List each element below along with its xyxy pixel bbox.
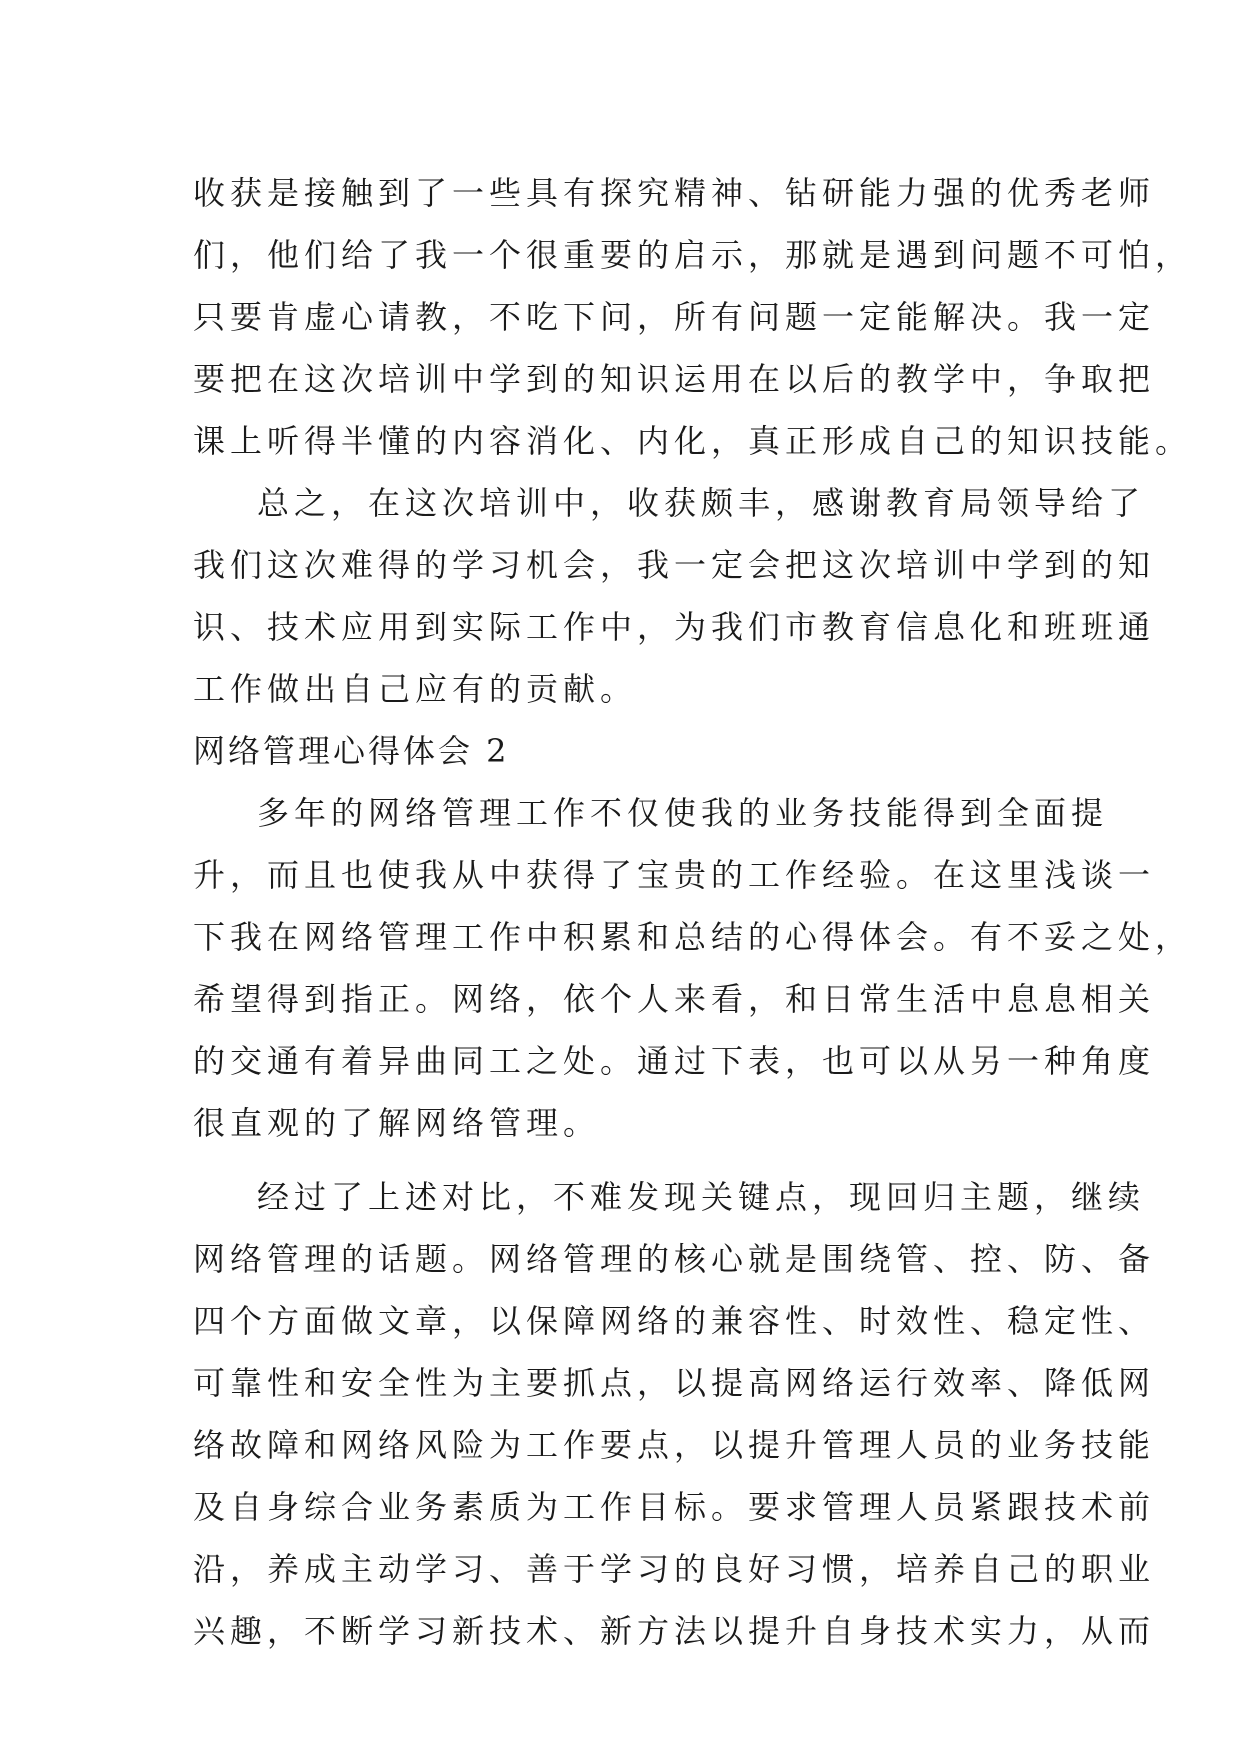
paragraph-line: 兴趣，不断学习新技术、新方法以提升自身技术实力，从而 xyxy=(193,1612,1156,1650)
paragraph-line: 升，而且也使我从中获得了宝贵的工作经验。在这里浅谈一 xyxy=(193,856,1156,894)
paragraph-line: 总之，在这次培训中，收获颇丰，感谢教育局领导给了 xyxy=(257,484,1146,522)
paragraph-line: 可靠性和安全性为主要抓点，以提高网络运行效率、降低网 xyxy=(193,1364,1156,1402)
paragraph-line: 经过了上述对比，不难发现关键点，现回归主题，继续 xyxy=(257,1178,1146,1216)
paragraph-line: 四个方面做文章，以保障网络的兼容性、时效性、稳定性、 xyxy=(193,1302,1156,1340)
paragraph-line: 工作做出自己应有的贡献。 xyxy=(193,670,638,708)
paragraph-line: 们，他们给了我一个很重要的启示，那就是遇到问题不可怕， xyxy=(193,236,1193,274)
paragraph-line: 多年的网络管理工作不仅使我的业务技能得到全面提 xyxy=(257,794,1109,832)
paragraph-line: 下我在网络管理工作中积累和总结的心得体会。有不妥之处， xyxy=(193,918,1193,956)
paragraph-line: 很直观的了解网络管理。 xyxy=(193,1104,601,1142)
paragraph-line: 络故障和网络风险为工作要点，以提升管理人员的业务技能 xyxy=(193,1426,1156,1464)
paragraph-line: 网络管理的话题。网络管理的核心就是围绕管、控、防、备 xyxy=(193,1240,1156,1278)
body-text xyxy=(193,162,1193,1662)
paragraph-line: 的交通有着异曲同工之处。通过下表，也可以从另一种角度 xyxy=(193,1042,1156,1080)
paragraph-line: 希望得到指正。网络，依个人来看，和日常生活中息息相关 xyxy=(193,980,1156,1018)
paragraph-line: 课上听得半懂的内容消化、内化，真正形成自己的知识技能。 xyxy=(193,422,1193,460)
section-heading: 网络管理心得体会 2 xyxy=(193,732,510,770)
paragraph-line: 收获是接触到了一些具有探究精神、钻研能力强的优秀老师 xyxy=(193,174,1156,212)
paragraph-line: 沿，养成主动学习、善于学习的良好习惯，培养自己的职业 xyxy=(193,1550,1156,1588)
paragraph-line: 我们这次难得的学习机会，我一定会把这次培训中学到的知 xyxy=(193,546,1156,584)
paragraph-line: 只要肯虚心请教，不吃下问，所有问题一定能解决。我一定 xyxy=(193,298,1156,336)
paragraph-line: 及自身综合业务素质为工作目标。要求管理人员紧跟技术前 xyxy=(193,1488,1156,1526)
paragraph-line: 识、技术应用到实际工作中，为我们市教育信息化和班班通 xyxy=(193,608,1156,646)
paragraph-line: 要把在这次培训中学到的知识运用在以后的教学中，争取把 xyxy=(193,360,1156,398)
